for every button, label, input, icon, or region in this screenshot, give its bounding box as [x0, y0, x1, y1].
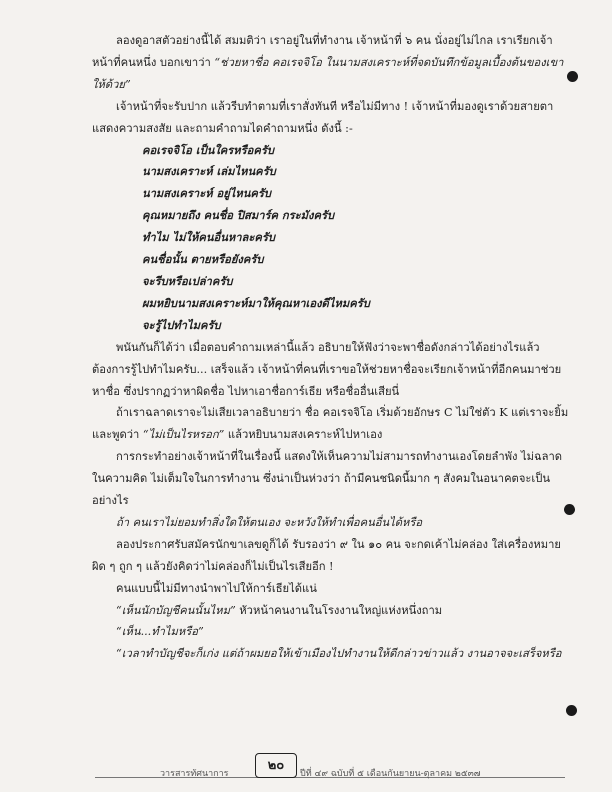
question-item: ผมหยิบนามสงเคราะห์มาให้คุณหาเองดีไหมครับ [142, 295, 370, 310]
paragraph-4-text: ถ้าเราฉลาดเราจะไม่เสียเวลาอธิบายว่า ชื่อ คอเรจจิโอ เริ่มด้วยอักษร C ไม่ใช่ตัว K แต่เราจะยิ้มและพูดว่า [92, 406, 569, 442]
paragraph-11: “เวลาทำบัญชีจะก็เก่ง แต่ถ้าผมยอให้เข้าเมืองไปทำงานให้ดีกล่าวข่าวแล้ว งานอาจจะเสร็จหรือ [116, 647, 562, 661]
question-item: คุณหมายถึง คนชื่อ ปิสมาร์ค กระมังครับ [142, 208, 335, 223]
paragraph-1 [92, 30, 572, 96]
question-item: นามสงเคราะห์ อยู่ไหนครับ [142, 186, 271, 201]
paragraph-9-end: หัวหน้าคนงานในโรงงานใหญ่แห่งหนึ่งถาม [235, 603, 443, 617]
page-number: ๒๐ [255, 753, 297, 778]
question-item: คอเรจจิโอ เป็นใครหรือครับ [142, 142, 274, 157]
paragraph-8: คนแบบนี้ไม่มีทางนำพาไปให้การ์เธียได้แน่ [116, 581, 317, 595]
binding-hole-mark [566, 705, 577, 716]
paragraph-7: ลองประกาศรับสมัครนักขาเลขดูก็ได้ รับรองว่า ๙ ใน ๑๐ คน จะกดเค้าไม่คล่อง ใส่เครื่องหมายผิด ๆ ถูก ๆ แล้วยังคิดว่าไม่คล่องก็ไม่เป็นไรเสียอีก ! [92, 537, 561, 573]
question-item: ทำไม ไม่ให้คนอื่นหาละครับ [142, 230, 276, 245]
question-item: นามสงเคราะห์ เล่มไหนครับ [142, 164, 276, 179]
issue-info: ปีที่ ๔๙ ฉบับที่ ๕ เดือนกันยายน-ตุลาคม ๒๕๓๗ [300, 769, 481, 779]
article-body [92, 30, 572, 665]
paragraph-9 [92, 600, 572, 622]
paragraph-3: พนันกันก็ได้ว่า เมื่อตอบคำถามเหล่านี้แล้ว อธิบายให้ฟังว่าจะพาชื่อดังกล่าวได้อย่างไรแล้ว ต้องการรู้ไปทำไมครับ... เสร็จแล้ว เจ้าหน้าที่คนที่เราขอให้ช่วยหาชื่อจะเรียกเจ้าหน้าที่อีกคนมาช่วยหาชื่อ ซึ่งปรากฏว่าหาผิดชื่อ ไปหาเอาชื่อการ์เธีย หรือชื่ออื่นเสียนี่ [92, 340, 562, 398]
question-item: คนชื่อนั้น ตายหรือยังครับ [142, 252, 264, 267]
binding-hole-mark [567, 71, 578, 82]
paragraph-1-text: ลองดูอาสตัวอย่างนี้ได้ สมมติว่า เราอยู่ในที่ทำงาน เจ้าหน้าที่ ๖ คน นั่งอยู่ไม่ไกล เราเรียกเจ้าหน้าที่คนหนึ่ง บอกเขาว่า [92, 34, 553, 69]
paragraph-2: เจ้าหน้าที่จะรับปาก แล้วรีบทำตามที่เราสั่งทันที หรือไม่มีทาง ! เจ้าหน้าที่มองดูเราด้วยสายตาแสดงความสงสัย และถามคำถามไดคำถามหนึ่ง ดังนี้ :- [92, 99, 554, 135]
paragraph-6: ถ้า คนเราไม่ยอมทำสิ่งใดให้ตนเอง จะหวังให้ทำเพื่อคนอื่นได้หรือ [116, 515, 423, 529]
paragraph-9-quote: “เห็นนักบัญชีคนนั้นไหม” [116, 603, 236, 617]
paragraph-4-quote: “ไม่เป็นไรหรอก” [142, 428, 225, 442]
question-list [92, 140, 572, 337]
paragraph-10: “เห็น...ทำไมหรือ” [116, 625, 204, 639]
question-item: จะรีบหรือเปล่าครับ [142, 273, 233, 288]
paragraph-4 [92, 402, 572, 446]
paragraph-4-end: แล้วหยิบนามสงเคราะห์ไปหาเอง [224, 428, 383, 442]
paragraph-1-quote: “ช่วยหาชื่อ คอเรจจิโอ ในนามสงเคราะห์ที่จดบันทึกข้อมูลเบื้องต้นของเขาให้ด้วย” [92, 55, 564, 91]
journal-name: วารสารทัศนาการ [160, 769, 229, 779]
question-item: จะรู้ไปทำไมครับ [142, 317, 221, 332]
paragraph-5: การกระทำอย่างเจ้าหน้าที่ในเรื่องนี้ แสดงให้เห็นความไม่สามารถทำงานเองโดยลำพัง ไม่ฉลาดในความคิด ไม่เต็มใจในการทำงาน ซึ่งน่าเป็นห่วงว่า ถ้ามีคนชนิดนี้มาก ๆ สังคมในอนาคตจะเป็นอย่างไร [92, 450, 563, 508]
binding-hole-mark [564, 504, 575, 515]
